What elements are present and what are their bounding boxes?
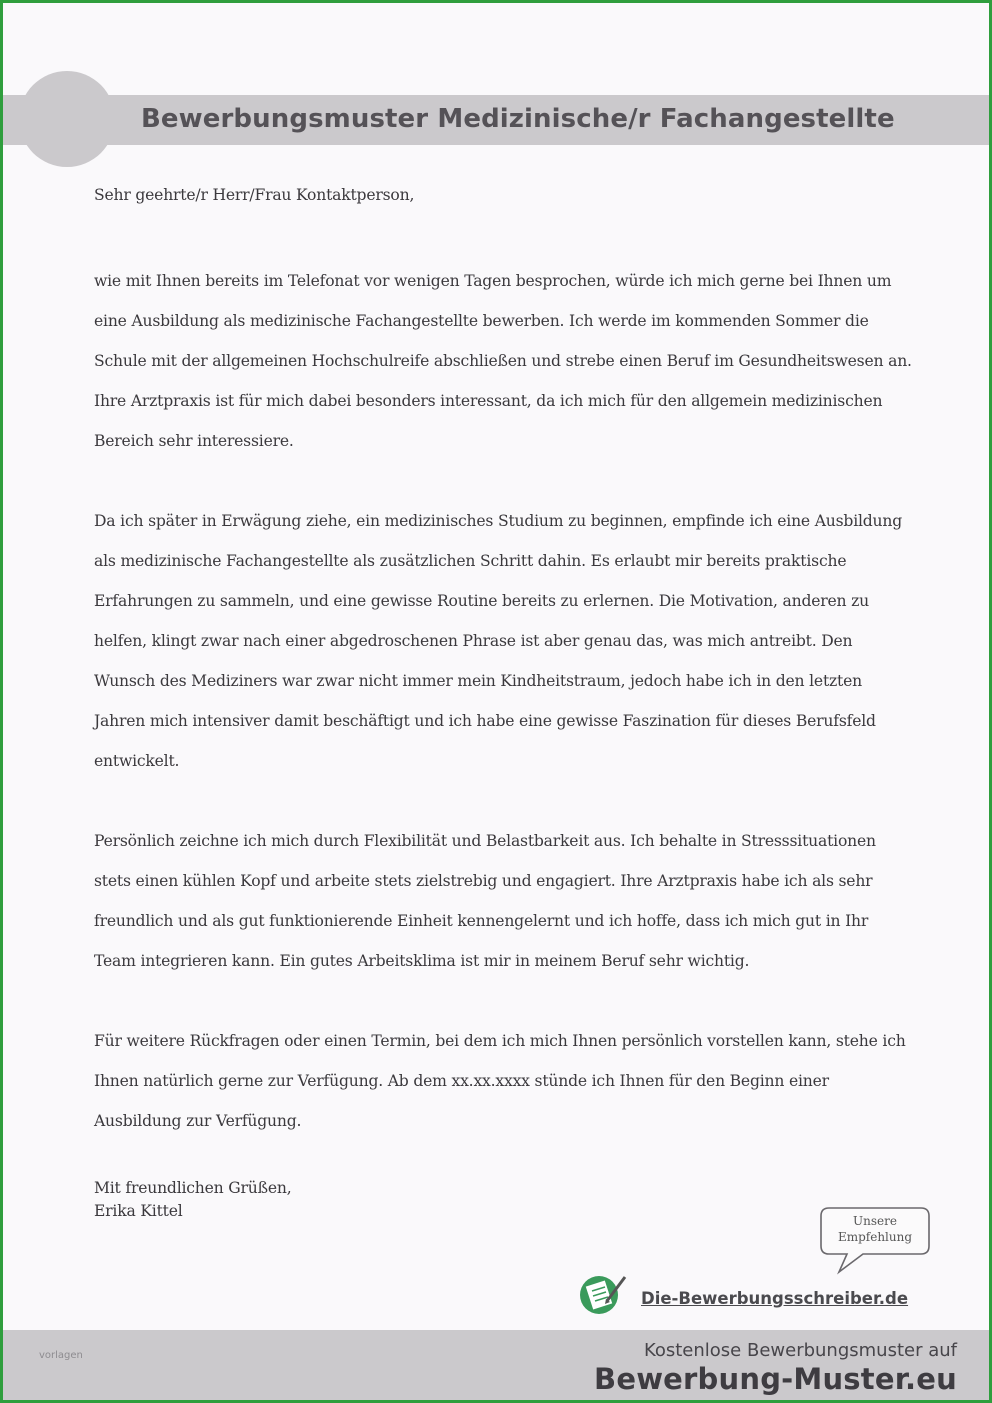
- closing-block: [94, 1177, 914, 1223]
- closing-greeting: Mit freundlichen Grüßen,: [94, 1179, 292, 1197]
- letter-paragraph-4: Für weitere Rückfragen oder einen Termin, bei dem ich mich Ihnen persönlich vorstellen kann, stehe ich Ihnen natürlich gerne zur Verfügung. Ab dem xx.xx.xxxx stünde ich Ihnen für den Beginn einer Ausbildung zur Verfügung.: [94, 1032, 906, 1130]
- header-circle-decoration: [19, 71, 115, 167]
- recommendation-line-1: Unsere: [853, 1214, 897, 1228]
- letter-paragraph-3: Persönlich zeichne ich mich durch Flexibilität und Belastbarkeit aus. Ich behalte in Stresssituationen stets einen kühlen Kopf und arbeite stets zielstrebig und engagiert. Ihre Arztpraxis habe ich als sehr freundlich und als gut funktionierende Einheit kennengelernt und ich hoffe, dass ich mich gut in Ihr Team integrieren kann. Ein gutes Arbeitsklima ist mir in meinem Beruf sehr wichtig.: [94, 832, 876, 970]
- letter-paragraph-1: wie mit Ihnen bereits im Telefonat vor wenigen Tagen besprochen, würde ich mich gerne bei Ihnen um eine Ausbildung als medizinische Fachangestellte bewerben. Ich werde im kommenden Sommer die Schule mit der allgemeinen Hochschulreife abschließen und strebe einen Beruf im Gesundheitswesen an. Ihre Arztpraxis ist für mich dabei besonders interessant, da ich mich für den allgemein medizinischen Bereich sehr interessiere.: [94, 272, 912, 450]
- site-link[interactable]: Die-Bewerbungsschreiber.de: [641, 1289, 909, 1308]
- signature-name: Erika Kittel: [94, 1202, 183, 1220]
- recommendation-bubble: [819, 1206, 927, 1266]
- salutation: Sehr geehrte/r Herr/Frau Kontaktperson,: [94, 186, 415, 204]
- footer-site-name[interactable]: Bewerbung-Muster.eu: [594, 1362, 957, 1396]
- notepad-pen-icon: [577, 1271, 629, 1315]
- footer-tagline: Kostenlose Bewerbungsmuster auf: [643, 1340, 957, 1361]
- footer-band: [3, 1330, 989, 1400]
- recommendation-text: [819, 1213, 931, 1245]
- recommendation-line-2: Empfehlung: [837, 1230, 913, 1244]
- letter-body: [94, 181, 914, 1223]
- document-page: [3, 3, 989, 1400]
- footer-tag: vorlagen: [39, 1350, 83, 1361]
- letter-paragraph-2: Da ich später in Erwägung ziehe, ein medizinisches Studium zu beginnen, empfinde ich eine Ausbildung als medizinische Fachangestellte als zusätzlichen Schritt dahin. Es erlaubt mir bereits praktische Erfahrungen zu sammeln, und eine gewisse Routine bereits zu erlernen. Die Motivation, anderen zu helfen, klingt zwar nach einer abgedroschenen Phrase ist aber genau das, was mich antreibt. Den Wunsch des Mediziners war zwar nicht immer mein Kindheitstraum, jedoch habe ich in den letzten Jahren mich intensiver damit beschäftigt und ich habe eine gewisse Faszination für dieses Berufsfeld entwickelt.: [94, 512, 903, 770]
- page-title: Bewerbungsmuster Medizinische/r Fachangestellte: [141, 104, 895, 134]
